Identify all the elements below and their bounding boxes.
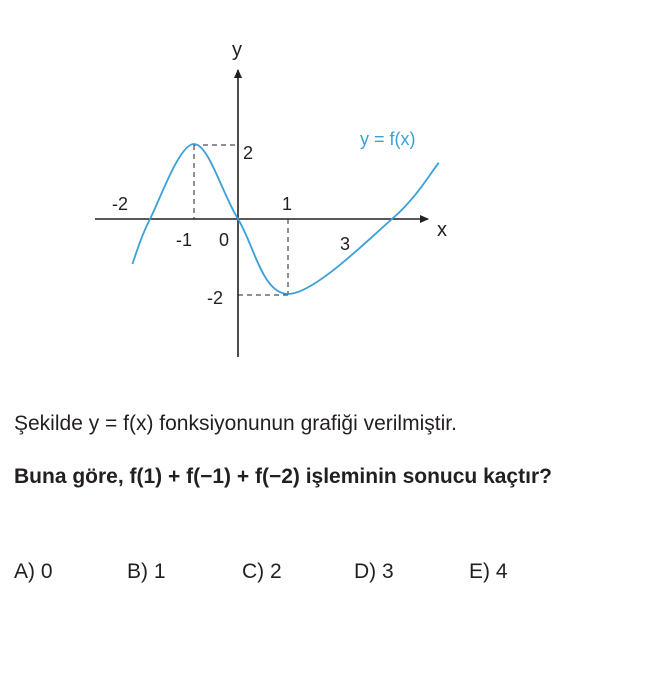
question-prompt: Buna göre, f(1) + f(−1) + f(−2) işleminin sonucu kaçtır? xyxy=(14,465,552,488)
y-axis-label: y xyxy=(232,39,242,61)
tick-label-x-3: 3 xyxy=(340,234,351,254)
option-c[interactable]: C) 2 xyxy=(242,560,282,583)
option-e[interactable]: E) 4 xyxy=(469,560,508,583)
tick-label-y-2: 2 xyxy=(243,143,254,163)
question-statement: Şekilde y = f(x) fonksiyonunun grafiği verilmiştir. xyxy=(14,412,457,435)
tick-label-x-neg2: -2 xyxy=(112,194,129,214)
tick-label-y-neg2: -2 xyxy=(207,288,224,308)
option-d[interactable]: D) 3 xyxy=(354,560,394,583)
curve-label: y = f(x) xyxy=(360,129,416,149)
tick-label-x-1: 1 xyxy=(282,194,293,214)
option-b[interactable]: B) 1 xyxy=(127,560,166,583)
tick-label-x-neg1: -1 xyxy=(176,230,193,250)
x-axis-label: x xyxy=(437,219,447,241)
option-a[interactable]: A) 0 xyxy=(14,560,53,583)
tick-label-origin: 0 xyxy=(219,230,230,250)
